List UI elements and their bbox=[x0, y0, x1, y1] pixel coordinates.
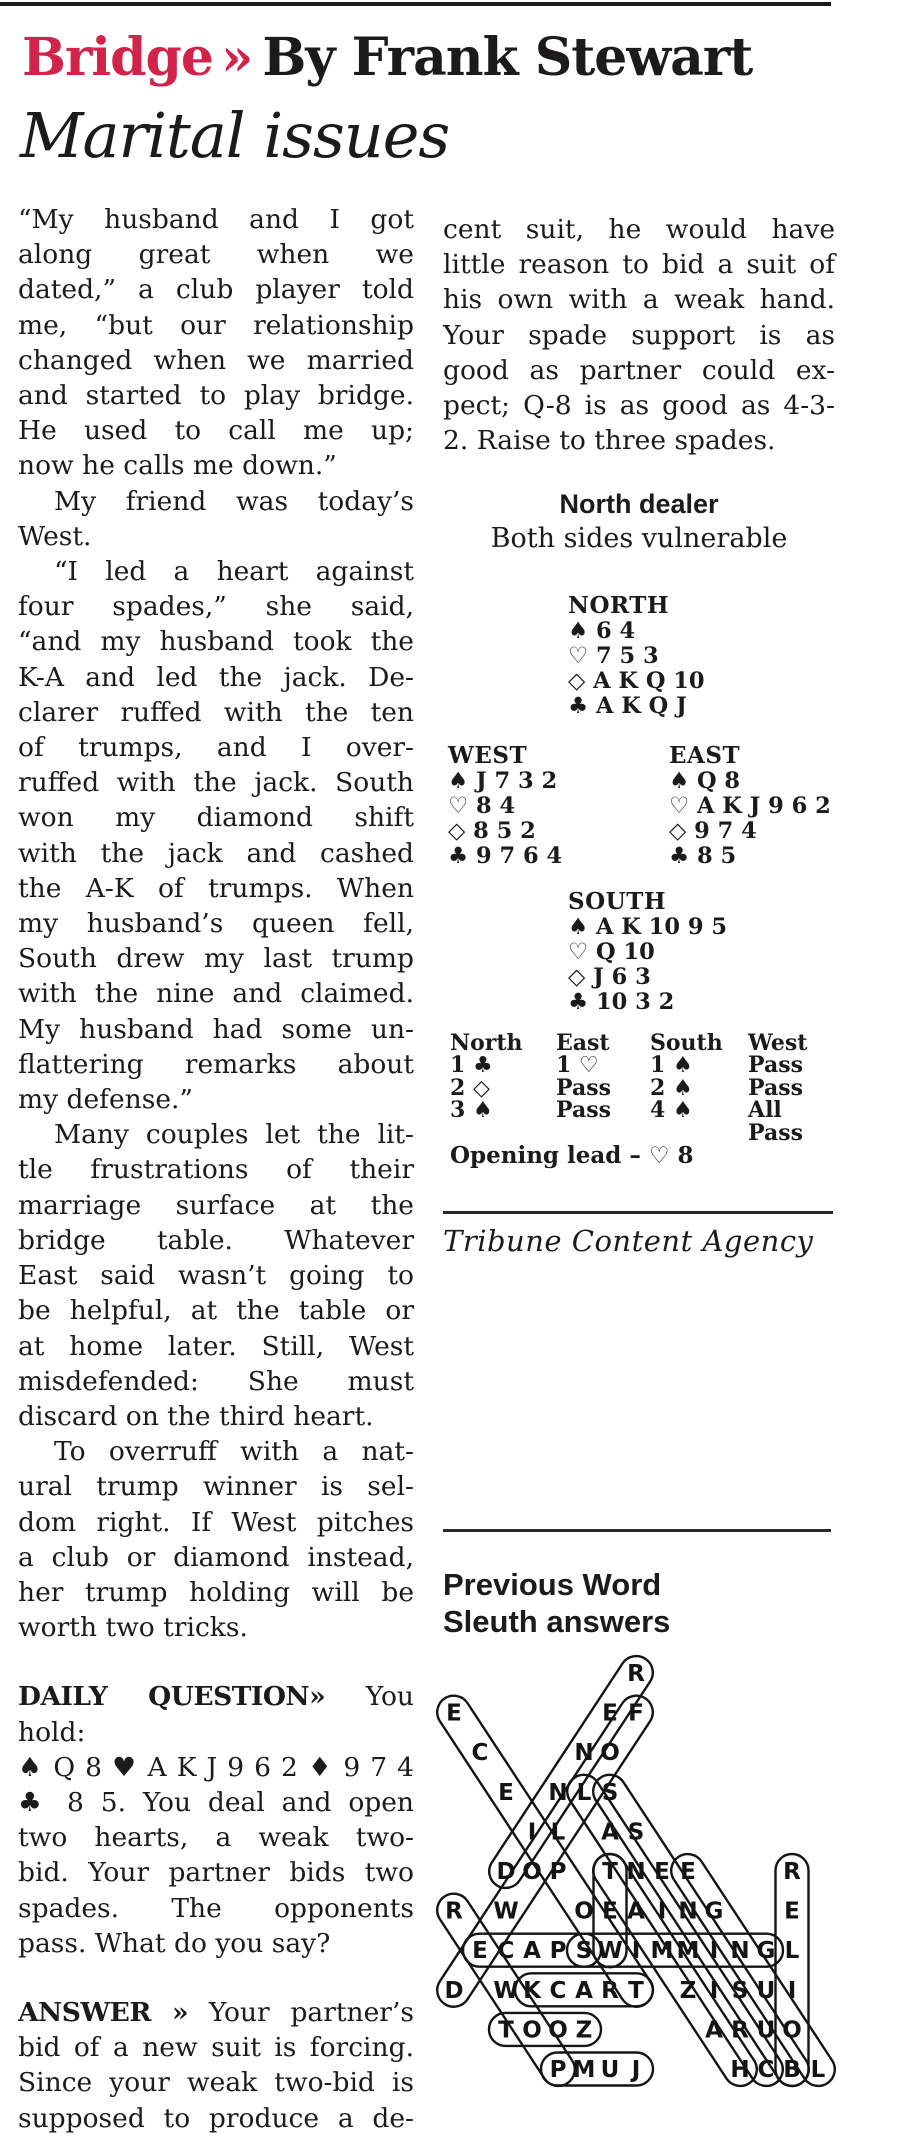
word-sleuth-answer-grid bbox=[430, 1645, 890, 2111]
grid-letter: W bbox=[493, 1977, 519, 2004]
body-line: with the nine and claimed. bbox=[18, 978, 414, 1010]
grid-letter: P bbox=[549, 1859, 567, 1885]
divider-rule bbox=[443, 1211, 833, 1214]
bid-cell: Pass bbox=[748, 1052, 803, 1079]
grid-letter: O bbox=[548, 2017, 568, 2044]
grid-letter: E bbox=[680, 1859, 696, 1885]
body-line: Your spade support is as bbox=[443, 319, 835, 351]
dealer-line: North dealer bbox=[559, 489, 719, 519]
body-line: “My husband and I got bbox=[18, 204, 414, 235]
grid-letter: Z bbox=[575, 2017, 593, 2044]
body-line: his own with a weak hand. bbox=[443, 284, 835, 316]
grid-letter: D bbox=[496, 1859, 516, 1885]
bidding-header: East bbox=[556, 1030, 610, 1056]
body-line: My friend was today’s bbox=[54, 485, 414, 517]
grid-letter: G bbox=[704, 1898, 724, 1925]
grid-letter: A bbox=[705, 2017, 723, 2044]
body-line: DAILY QUESTION» You hold: bbox=[18, 1681, 414, 1748]
divider-rule bbox=[443, 1529, 831, 1532]
grid-letter: T bbox=[628, 1977, 644, 2004]
grid-letter: R bbox=[601, 1977, 619, 2004]
body-line: ♠ Q 8 ♥ A K J 9 6 2 ♦ 9 7 4 bbox=[18, 1751, 414, 1783]
body-line: misdefended: She must bbox=[18, 1365, 414, 1397]
suit-holding: ◇ 8 5 2 bbox=[448, 818, 536, 844]
east-hand-label: EAST bbox=[669, 742, 741, 769]
body-line: the A-K of trumps. When bbox=[18, 872, 414, 904]
word-sleuth-heading-line: Previous Word bbox=[443, 1567, 662, 1602]
grid-letter: T bbox=[602, 1859, 618, 1885]
suit-holding: ♠ Q 8 bbox=[669, 768, 741, 794]
grid-letter: R bbox=[445, 1898, 463, 1925]
body-line: “I led a heart against bbox=[54, 556, 414, 588]
grid-letter: N bbox=[548, 1779, 568, 1806]
grid-letter: C bbox=[549, 1977, 567, 2004]
opening-lead: Opening lead – ♡ 8 bbox=[450, 1142, 694, 1169]
body-line: changed when we married bbox=[18, 344, 414, 376]
body-line: pect; Q-8 is as good as 4-3- bbox=[443, 390, 835, 422]
grid-letter: I bbox=[709, 1977, 719, 2004]
grid-letter: C bbox=[757, 2057, 775, 2083]
grid-letter: O bbox=[522, 1859, 542, 1885]
byline: By Frank Stewart bbox=[262, 27, 753, 88]
body-line: 2. Raise to three spades. bbox=[443, 425, 776, 457]
grid-letter: L bbox=[550, 1819, 566, 1846]
body-line: marriage surface at the bbox=[18, 1189, 414, 1221]
grid-letter: I bbox=[787, 1977, 797, 2004]
article-title: Marital issues bbox=[20, 99, 450, 172]
grid-letter: R bbox=[731, 2017, 749, 2044]
section-name: Bridge bbox=[22, 27, 213, 88]
grid-letter: O bbox=[782, 2017, 802, 2044]
grid-letter: S bbox=[731, 1977, 749, 2004]
body-line: He used to call me up; bbox=[18, 415, 414, 447]
bid-cell: Pass bbox=[748, 1074, 803, 1101]
bidding-header: North bbox=[450, 1030, 523, 1056]
top-rule bbox=[0, 2, 831, 6]
grid-letter: A bbox=[523, 1938, 541, 1965]
body-line: My husband had some un- bbox=[18, 1013, 414, 1045]
body-line: a club or diamond instead, bbox=[18, 1541, 414, 1573]
body-line: be helpful, at the table or bbox=[18, 1295, 414, 1327]
grid-letter: B bbox=[783, 2057, 801, 2083]
bid-cell: 1 ♣ bbox=[450, 1052, 493, 1079]
body-line: bid of a new suit is forcing. bbox=[18, 2032, 414, 2064]
suit-holding: ♡ 8 4 bbox=[448, 793, 516, 819]
grid-letter: A bbox=[601, 1819, 619, 1846]
body-line: West. bbox=[18, 520, 92, 552]
right-column bbox=[443, 212, 835, 458]
paragraph-gap bbox=[18, 1645, 414, 1679]
suit-holding: ♠ J 7 3 2 bbox=[448, 768, 558, 794]
bidding-header: West bbox=[748, 1030, 808, 1056]
body-line: won my diamond shift bbox=[18, 802, 414, 834]
suit-holding: ♣ 9 7 6 4 bbox=[448, 843, 563, 869]
body-line: spades. The opponents bbox=[18, 1892, 414, 1924]
body-line: East said wasn’t going to bbox=[18, 1260, 414, 1292]
answer-capsule-boiler bbox=[776, 1854, 809, 2086]
grid-letter: U bbox=[756, 2017, 776, 2044]
grid-letter: E bbox=[602, 1898, 618, 1925]
body-line: good as partner could ex- bbox=[443, 354, 835, 386]
grid-letter: G bbox=[756, 1938, 776, 1965]
bid-cell: 1 ♠ bbox=[650, 1052, 693, 1079]
suit-holding: ♣ 8 5 bbox=[669, 843, 737, 869]
north-hand bbox=[568, 592, 705, 719]
body-line: Many couples let the lit- bbox=[54, 1119, 414, 1151]
body-line: supposed to produce a de- bbox=[18, 2102, 414, 2134]
body-line: now he calls me down.” bbox=[18, 450, 337, 482]
grid-letter: N bbox=[626, 1859, 646, 1885]
grid-letter: L bbox=[784, 1938, 800, 1965]
grid-letter: U bbox=[600, 2057, 620, 2083]
grid-letter: E bbox=[446, 1700, 462, 1727]
body-line: worth two tricks. bbox=[18, 1612, 248, 1644]
grid-letter: R bbox=[627, 1661, 645, 1687]
body-line: dated,” a club player told bbox=[18, 274, 414, 306]
grid-letter: U bbox=[756, 1977, 776, 2004]
north-hand-label: NORTH bbox=[568, 592, 670, 619]
body-line: flattering remarks about bbox=[18, 1048, 414, 1080]
grid-letter: S bbox=[627, 1819, 645, 1846]
bid-cell: Pass bbox=[556, 1097, 611, 1124]
grid-letter: L bbox=[810, 2057, 826, 2083]
body-line: at home later. Still, West bbox=[18, 1330, 414, 1362]
grid-letter: W bbox=[493, 1898, 519, 1925]
grid-letter: P bbox=[549, 1938, 567, 1965]
body-line: little reason to bid a suit of bbox=[443, 249, 835, 281]
suit-holding: ♡ 7 5 3 bbox=[568, 643, 659, 669]
suit-holding: ◇ 9 7 4 bbox=[669, 818, 757, 844]
body-line: my husband’s queen fell, bbox=[18, 908, 414, 940]
body-line: ural trump winner is sel- bbox=[18, 1471, 414, 1503]
body-line: ANSWER » Your partner’s bbox=[18, 1996, 414, 2028]
west-hand bbox=[448, 742, 562, 869]
bid-cell: 2 ◇ bbox=[450, 1074, 490, 1101]
grid-letter: O bbox=[574, 1898, 594, 1925]
body-line: two hearts, a weak two- bbox=[18, 1822, 414, 1854]
grid-letter: M bbox=[572, 2057, 596, 2083]
suit-holding: ♠ 6 4 bbox=[568, 618, 636, 644]
section-chevron-icon: » bbox=[220, 27, 253, 88]
vulnerability-line: Both sides vulnerable bbox=[490, 523, 788, 554]
word-sleuth-heading-line: Sleuth answers bbox=[443, 1604, 671, 1639]
body-line: South drew my last trump bbox=[18, 943, 414, 975]
paragraph-lead: DAILY QUESTION» bbox=[18, 1681, 326, 1713]
east-hand bbox=[669, 742, 831, 869]
body-line: To overruff with a nat- bbox=[54, 1436, 414, 1468]
suit-holding: ♡ Q 10 bbox=[568, 939, 655, 965]
grid-letter: N bbox=[574, 1740, 594, 1767]
south-hand-label: SOUTH bbox=[568, 888, 667, 915]
left-column bbox=[18, 202, 414, 2136]
grid-letter: A bbox=[627, 1898, 645, 1925]
grid-letter: F bbox=[628, 1700, 644, 1727]
grid-letter: C bbox=[471, 1740, 489, 1767]
body-line: discard on the third heart. bbox=[18, 1400, 374, 1432]
body-line: tle frustrations of their bbox=[18, 1154, 414, 1186]
grid-letter: E bbox=[784, 1898, 800, 1925]
body-line: bridge table. Whatever bbox=[18, 1224, 414, 1256]
grid-letter: O bbox=[522, 2017, 542, 2044]
grid-letter: M bbox=[676, 1938, 700, 1965]
grid-letter: J bbox=[631, 2057, 641, 2083]
bid-cell: 2 ♠ bbox=[650, 1074, 693, 1101]
grid-letter: R bbox=[783, 1859, 801, 1885]
body-line: pass. What do you say? bbox=[18, 1927, 331, 1959]
grid-letter: I bbox=[709, 1938, 719, 1965]
grid-letter: O bbox=[600, 1740, 620, 1767]
grid-letter: I bbox=[657, 1898, 667, 1925]
grid-letter: A bbox=[575, 1977, 593, 2004]
content-credit: Tribune Content Agency bbox=[443, 1224, 814, 1258]
grid-letter: I bbox=[527, 1819, 537, 1846]
grid-letter: W bbox=[597, 1938, 623, 1965]
suit-holding: ♠ A K 10 9 5 bbox=[568, 914, 727, 940]
grid-letter: P bbox=[549, 2057, 567, 2083]
bid-cell: All Pass bbox=[748, 1097, 803, 1146]
body-line: dom right. If West pitches bbox=[18, 1506, 414, 1538]
suit-holding: ♡ A K J 9 6 2 bbox=[669, 793, 831, 819]
grid-letter: E bbox=[498, 1779, 514, 1806]
body-line: her trump holding will be bbox=[18, 1576, 414, 1608]
body-line: K-A and led the jack. De- bbox=[18, 661, 414, 693]
body-line: “and my husband took the bbox=[18, 626, 414, 658]
grid-letter: L bbox=[576, 1779, 592, 1806]
grid-letter: S bbox=[575, 1938, 593, 1965]
grid-letter: C bbox=[497, 1938, 515, 1965]
paragraph-gap bbox=[18, 1961, 414, 1995]
body-line: ♣ 8 5. You deal and open bbox=[18, 1786, 414, 1818]
south-hand bbox=[568, 888, 727, 1015]
body-line: along great when we bbox=[18, 239, 414, 271]
bidding-table bbox=[450, 1032, 843, 1144]
suit-holding: ♣ A K Q J bbox=[568, 693, 687, 719]
grid-letter: E bbox=[472, 1938, 488, 1965]
grid-letter: S bbox=[601, 1779, 619, 1806]
grid-letter: N bbox=[730, 1938, 750, 1965]
grid-letter: N bbox=[678, 1898, 698, 1925]
grid-letter: E bbox=[654, 1859, 670, 1885]
bid-cell: 4 ♠ bbox=[650, 1097, 693, 1124]
bid-cell: 3 ♠ bbox=[450, 1097, 493, 1124]
section-header bbox=[22, 27, 753, 88]
answer-capsule-followed bbox=[431, 1689, 659, 2013]
grid-letter: M bbox=[650, 1938, 674, 1965]
body-line: Since your weak two-bid is bbox=[18, 2067, 414, 2099]
bid-cell: 1 ♡ bbox=[556, 1052, 599, 1079]
west-hand-label: WEST bbox=[448, 742, 528, 769]
body-line: cent suit, he would have bbox=[443, 214, 835, 245]
bidding-header: South bbox=[650, 1030, 723, 1056]
body-line: my defense.” bbox=[18, 1084, 193, 1116]
grid-letter: I bbox=[631, 1938, 641, 1965]
grid-letter: D bbox=[444, 1977, 464, 2004]
body-line: ruffed with the jack. South bbox=[18, 767, 414, 799]
body-line: with the jack and cashed bbox=[18, 837, 414, 869]
grid-letter: H bbox=[730, 2057, 750, 2083]
answer-capsule-two-piece bbox=[431, 1689, 659, 2013]
grid-letter: E bbox=[602, 1700, 618, 1727]
body-line: four spades,” she said, bbox=[18, 591, 414, 623]
grid-letter: K bbox=[523, 1977, 541, 2004]
body-line: and started to play bridge. bbox=[18, 380, 414, 412]
body-line: me, “but our relationship bbox=[18, 309, 414, 341]
grid-letter: Z bbox=[679, 1977, 697, 2004]
body-line: bid. Your partner bids two bbox=[18, 1857, 414, 1889]
suit-holding: ◇ A K Q 10 bbox=[568, 668, 705, 694]
bid-cell: Pass bbox=[556, 1074, 611, 1101]
suit-holding: ◇ J 6 3 bbox=[568, 964, 651, 990]
paragraph-lead: ANSWER » bbox=[18, 1996, 189, 2028]
body-line: of trumps, and I over- bbox=[18, 732, 414, 764]
grid-letter: T bbox=[498, 2017, 514, 2044]
body-line: clarer ruffed with the ten bbox=[18, 696, 414, 728]
suit-holding: ♣ 10 3 2 bbox=[568, 989, 675, 1015]
word-sleuth-heading bbox=[443, 1566, 670, 1640]
